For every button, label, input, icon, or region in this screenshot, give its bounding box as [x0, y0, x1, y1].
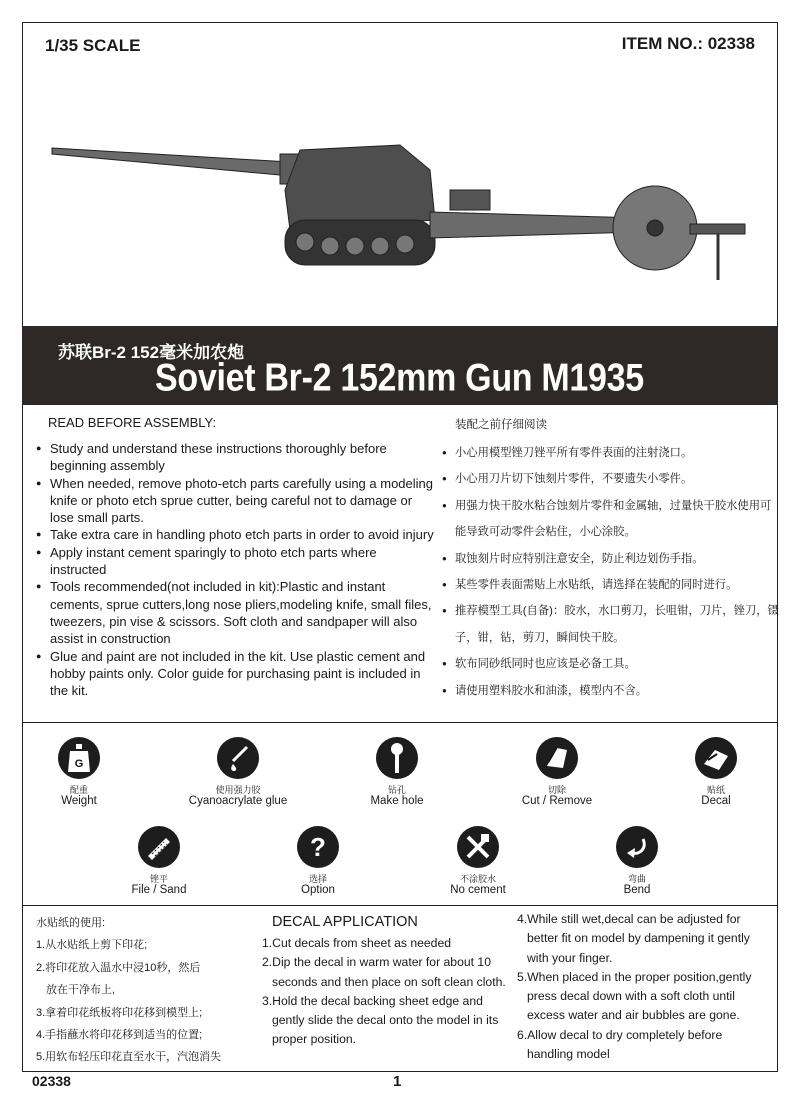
- legend-label: No cement: [450, 884, 506, 896]
- legend-no-cement: [408, 826, 548, 897]
- decal-cn: [36, 912, 221, 1069]
- cut-icon: [536, 737, 578, 779]
- list-item: ● 请使用塑料胶水和油漆，模型内不含。: [442, 678, 782, 704]
- read-list: [36, 440, 436, 699]
- scale-label: 1/35 SCALE: [45, 36, 141, 55]
- legend-zh: 钻孔: [387, 785, 406, 795]
- legend-zh: 使用强力胶: [215, 785, 261, 795]
- weight-icon: [58, 737, 100, 779]
- list-item: 6.Allow decal to dry completely before: [517, 1027, 723, 1042]
- list-item: 2.Dip the decal in warm water for about 10: [262, 955, 491, 970]
- legend-zh: 锉平: [149, 874, 168, 884]
- divider: [22, 905, 778, 906]
- legend-zh: 配重: [69, 785, 88, 795]
- list-item: excess water and air bubbles are gone.: [527, 1008, 740, 1023]
- legend-option: [248, 826, 388, 897]
- legend-drill: [327, 737, 467, 808]
- list-item: ● When needed, remove photo-etch parts carefully using a modeling knife or photo etch sprue cutter, being careful not to damage or lose small parts.: [36, 475, 436, 527]
- list-item: ● 软布同砂纸同时也应该是必备工具。: [442, 651, 782, 677]
- page-number: 1: [393, 1073, 402, 1090]
- list-item: 1.Cut decals from sheet as needed: [262, 936, 452, 950]
- legend-zh: 切除: [547, 785, 566, 795]
- legend-glue: [168, 737, 308, 808]
- legend-label: Decal: [701, 795, 731, 807]
- glue-icon: [217, 737, 259, 779]
- legend-label: Option: [301, 884, 335, 896]
- option-icon: ?: [297, 826, 339, 868]
- legend-bend: [567, 826, 707, 897]
- list-item: ● 某些零件表面需贴上水贴纸，请选择在装配的同时进行。: [442, 572, 782, 598]
- list-item: proper position.: [272, 1032, 357, 1047]
- legend-zh: 选择: [308, 874, 327, 884]
- list-item: 4.While still wet,decal can be adjusted for: [517, 912, 741, 926]
- decal-en: [262, 912, 522, 1050]
- list-item: ● 用强力快干胶水粘合蚀刻片零件和金属轴，过量快干胶水使用可能导致可动零件会粘住，小心涂胶。: [442, 493, 782, 546]
- legend-file: [89, 826, 229, 897]
- legend-zh: 弯曲: [627, 874, 646, 884]
- legend-label: File / Sand: [131, 884, 187, 896]
- legend-label: Make hole: [370, 795, 424, 807]
- read-list-cn: [442, 440, 782, 704]
- legend-label: Weight: [61, 795, 97, 807]
- legend-zh: 不涂胶水: [459, 874, 496, 884]
- list-item: seconds and then place on soft clean cloth.: [272, 974, 506, 989]
- item-number: ITEM NO.: 02338: [621, 34, 755, 53]
- list-item: with your finger.: [527, 950, 613, 965]
- decal-en-title: DECAL APPLICATION: [272, 914, 418, 930]
- title-banner: [22, 326, 778, 405]
- svg-text:G: G: [74, 758, 84, 770]
- title-cn: 苏联Br-2 152毫米加农炮: [58, 343, 245, 362]
- legend-weight: [9, 737, 149, 808]
- footer-code: 02338: [32, 1073, 71, 1089]
- title-en: Soviet Br-2 152mm Gun M1935: [155, 356, 644, 400]
- no-cement-icon: [457, 826, 499, 868]
- list-item: 2.将印花放入温水中浸10秒，然后: [36, 961, 201, 974]
- read-title-cn: 装配之前仔细阅读: [455, 419, 547, 431]
- list-item: gently slide the decal onto the model in its: [272, 1013, 499, 1028]
- legend-label: Cut / Remove: [521, 795, 593, 807]
- list-item: 5.When placed in the proper position,gently: [517, 969, 752, 984]
- legend-cut: [487, 737, 627, 808]
- gun-illustration: [50, 120, 750, 320]
- list-item: 4.手指蘸水将印花移到适当的位置;: [36, 1029, 203, 1042]
- bend-icon: [616, 826, 658, 868]
- list-item: ● Tools recommended(not included in kit):Plastic and instant cements, sprue cutters,long nose pliers,modeling knife, small files, tweezers, pin vise & scissors. Soft cloth and sandpaper will also assist in construction: [36, 578, 436, 647]
- list-item: ● Apply instant cement sparingly to photo etch parts where instructed: [36, 544, 436, 579]
- file-icon: [138, 826, 180, 868]
- list-item: 放在干净布上,: [46, 984, 116, 997]
- list-item: ● Study and understand these instructions thoroughly before beginning assembly: [36, 440, 436, 475]
- legend-decal: [646, 737, 786, 808]
- list-item: handling model: [527, 1047, 610, 1062]
- legend-label: Bend: [623, 884, 651, 896]
- legend-label: Cyanoacrylate glue: [188, 795, 288, 807]
- decal-en-continued: [517, 910, 779, 1064]
- list-item: 1.从水贴纸上剪下印花;: [36, 939, 148, 952]
- list-item: press decal down with a soft cloth until: [527, 989, 735, 1004]
- list-item: ● Take extra care in handling photo etch parts in order to avoid injury: [36, 526, 436, 543]
- legend-zh: 贴纸: [706, 785, 725, 795]
- decal-icon: [695, 737, 737, 779]
- list-item: 3.Hold the decal backing sheet edge and: [262, 993, 483, 1008]
- list-item: ● 小心用模型锉刀锉平所有零件表面的注射浇口。: [442, 440, 782, 466]
- list-item: 3.拿着印花纸板将印花移到模型上;: [36, 1006, 203, 1019]
- list-item: ● 取蚀刻片时应特别注意安全，防止利边划伤手指。: [442, 546, 782, 572]
- divider: [22, 722, 778, 723]
- read-title: READ BEFORE ASSEMBLY:: [48, 415, 217, 430]
- list-item: ● Glue and paint are not included in the kit. Use plastic cement and hobby paints only. Color guide for purchasing paint is included in the kit.: [36, 648, 436, 700]
- list-item: 5.用软布轻压印花直至水干，汽泡消失: [36, 1051, 222, 1064]
- decal-cn-title: 水贴纸的使用:: [36, 917, 106, 929]
- drill-icon: [376, 737, 418, 779]
- list-item: ● 推荐模型工具(自备)：胶水，水口剪刀，长咀钳，刀片，锉刀，镊子，钳，钻，剪刀，瞬间快干胶。: [442, 598, 782, 651]
- list-item: better fit on model by dampening it gently: [527, 931, 750, 946]
- list-item: ● 小心用刀片切下蚀刻片零件，不要遗失小零件。: [442, 466, 782, 492]
